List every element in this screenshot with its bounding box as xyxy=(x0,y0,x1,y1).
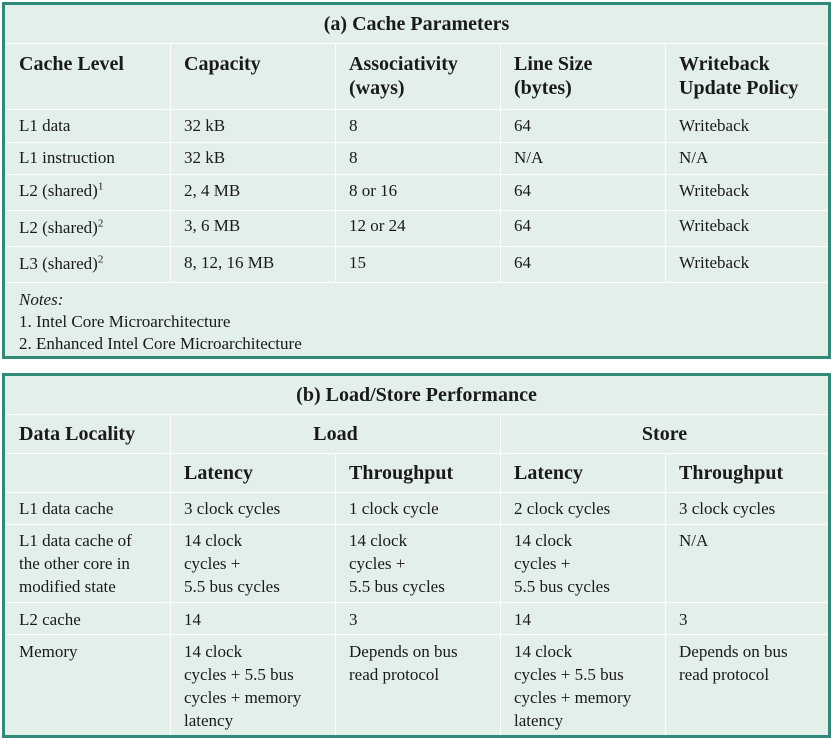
header-data-locality: Data Locality xyxy=(19,423,136,445)
capacity-cell: 8, 12, 16 MB xyxy=(184,253,275,272)
load-latency-cell: 14 clock cycles + 5.5 bus cycles xyxy=(184,531,280,596)
notes-label: Notes: xyxy=(19,290,64,309)
associativity-cell: 8 xyxy=(349,148,358,167)
divider xyxy=(5,634,828,635)
divider xyxy=(5,43,828,44)
divider xyxy=(5,210,828,211)
load-latency-cell: 3 clock cycles xyxy=(184,499,281,518)
header-load-latency: Latency xyxy=(184,462,253,484)
store-throughput-cell: 3 xyxy=(679,610,688,629)
divider xyxy=(5,174,828,175)
cache-parameters-panel xyxy=(2,2,831,359)
policy-cell: Writeback xyxy=(679,253,750,272)
load-throughput-cell: 1 clock cycle xyxy=(349,499,439,518)
header-store-latency: Latency xyxy=(514,462,583,484)
policy-cell: N/A xyxy=(679,148,709,167)
store-latency-cell: 14 xyxy=(514,610,531,629)
locality-cell: L2 cache xyxy=(19,610,81,629)
load-throughput-cell: 14 clock cycles + 5.5 bus cycles xyxy=(349,531,445,596)
divider xyxy=(5,142,828,143)
divider xyxy=(5,602,828,603)
divider xyxy=(335,43,336,282)
divider xyxy=(5,414,828,415)
capacity-cell: 32 kB xyxy=(184,116,226,135)
header-load-throughput: Throughput xyxy=(349,462,454,484)
cache-level-cell: L1 instruction xyxy=(19,148,115,167)
header-capacity: Capacity xyxy=(184,53,261,75)
cache-level-cell: L3 (shared)$^2$ xyxy=(19,253,104,273)
store-throughput-cell: N/A xyxy=(679,531,709,550)
store-throughput-cell: 3 clock cycles xyxy=(679,499,776,518)
divider xyxy=(5,109,828,110)
line-size-cell: 64 xyxy=(514,216,531,235)
divider xyxy=(500,43,501,282)
load-throughput-cell: Depends on bus read protocol xyxy=(349,642,458,684)
header-store-throughput: Throughput xyxy=(679,462,784,484)
store-latency-cell: 14 clock cycles + 5.5 bus cycles xyxy=(514,531,610,596)
cache-level-cell: L1 data xyxy=(19,116,71,135)
header-line-size: Line Size (bytes) xyxy=(514,53,593,99)
associativity-cell: 8 xyxy=(349,116,358,135)
locality-cell: Memory xyxy=(19,642,78,661)
divider xyxy=(335,453,336,735)
divider xyxy=(5,453,828,454)
divider xyxy=(665,43,666,282)
line-size-cell: 64 xyxy=(514,116,531,135)
divider xyxy=(170,414,171,735)
store-throughput-cell: Depends on bus read protocol xyxy=(679,642,788,684)
divider xyxy=(500,414,501,735)
policy-cell: Writeback xyxy=(679,116,750,135)
header-load: Load xyxy=(313,423,358,445)
load-latency-cell: 14 xyxy=(184,610,201,629)
load-store-performance-panel xyxy=(2,373,831,738)
header-writeback-policy: Writeback Update Policy xyxy=(679,53,799,99)
line-size-cell: 64 xyxy=(514,253,531,272)
store-latency-cell: 2 clock cycles xyxy=(514,499,611,518)
capacity-cell: 32 kB xyxy=(184,148,226,167)
locality-cell: L1 data cache xyxy=(19,499,114,518)
header-store: Store xyxy=(641,423,688,445)
associativity-cell: 8 or 16 xyxy=(349,181,398,200)
panel-b-title: (b) Load/Store Performance xyxy=(296,384,537,406)
capacity-cell: 2, 4 MB xyxy=(184,181,241,200)
note-item: 2. Enhanced Intel Core Microarchitecture xyxy=(19,334,302,353)
note-item: 1. Intel Core Microarchitecture xyxy=(19,312,231,331)
policy-cell: Writeback xyxy=(679,216,750,235)
divider xyxy=(665,453,666,735)
line-size-cell: N/A xyxy=(514,148,544,167)
cache-level-cell: L2 (shared)$^1$ xyxy=(19,180,104,200)
divider xyxy=(5,524,828,525)
cache-level-cell: L2 (shared)$^2$ xyxy=(19,217,104,237)
panel-a-title: (a) Cache Parameters xyxy=(323,13,510,35)
divider xyxy=(5,282,828,283)
divider xyxy=(5,492,828,493)
locality-cell: L1 data cache of the other core in modified state xyxy=(19,531,132,596)
capacity-cell: 3, 6 MB xyxy=(184,216,241,235)
load-latency-cell: 14 clock cycles + 5.5 bus cycles + memory latency xyxy=(184,642,302,730)
associativity-cell: 15 xyxy=(349,253,366,272)
load-throughput-cell: 3 xyxy=(349,610,358,629)
header-cache-level: Cache Level xyxy=(19,53,124,75)
policy-cell: Writeback xyxy=(679,181,750,200)
divider xyxy=(5,246,828,247)
store-latency-cell: 14 clock cycles + 5.5 bus cycles + memory latency xyxy=(514,642,632,730)
associativity-cell: 12 or 24 xyxy=(349,216,406,235)
line-size-cell: 64 xyxy=(514,181,531,200)
header-associativity: Associativity (ways) xyxy=(349,53,458,99)
divider xyxy=(170,43,171,282)
